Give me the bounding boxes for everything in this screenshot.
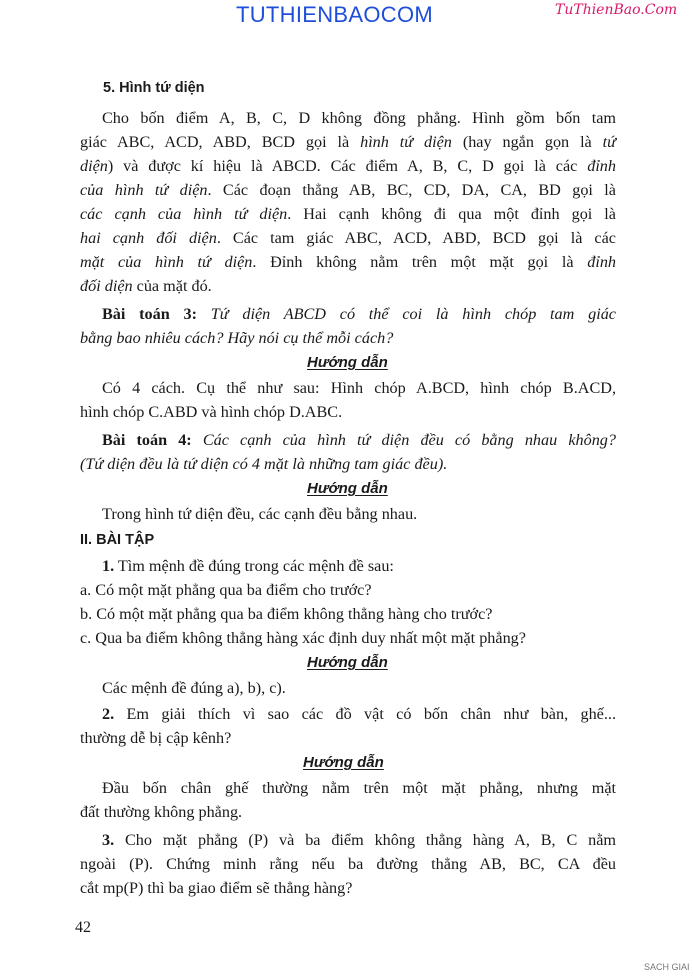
answer-line: hình chóp C.ABD và hình chóp D.ABC.: [80, 403, 343, 421]
site-logo: TuThienBao.Com: [555, 2, 678, 18]
exercise-3-line: 3. Cho mặt phẳng (P) và ba điểm không thẳng hàng A, B, C nằm: [102, 831, 616, 849]
answer-line: Có 4 cách. Cụ thể như sau: Hình chóp A.BCD, hình chóp B.ACD,: [102, 379, 616, 397]
exercises-title: II. BÀI TẬP: [80, 532, 155, 548]
exercise-3-line: ngoài (P). Chứng minh rằng nếu ba đường thẳng AB, BC, CA đều: [80, 855, 616, 873]
exercise-1-option: a. Có một mặt phẳng qua ba điểm cho trước?: [80, 581, 372, 599]
paragraph-line: giác ABC, ACD, ABD, BCD gọi là hình tứ diện (hay ngắn gọn là tứ: [80, 133, 616, 151]
paragraph-line: hai cạnh đối diện. Các tam giác ABC, ACD, ABD, BCD gọi là các: [80, 229, 616, 247]
section-title: 5. Hình tứ diện: [103, 80, 205, 96]
problem-3-line: bằng bao nhiêu cách? Hãy nói cụ thể mỗi cách?: [80, 329, 394, 347]
guide-heading: Hướng dẫn: [307, 354, 388, 371]
exercise-2-line: thường dễ bị cập kênh?: [80, 729, 232, 747]
paragraph-line: diện) và được kí hiệu là ABCD. Các điểm A, B, C, D gọi là các đỉnh: [80, 157, 616, 175]
answer-line: đất thường không phẳng.: [80, 803, 243, 821]
answer-line: Các mệnh đề đúng a), b), c).: [102, 679, 286, 697]
exercise-1-option: c. Qua ba điểm không thẳng hàng xác định duy nhất một mặt phẳng?: [80, 629, 526, 647]
problem-4-line: (Tứ diện đều là tứ diện có 4 mặt là những tam giác đều).: [80, 455, 448, 473]
answer-line: Đầu bốn chân ghế thường nằm trên một mặt phẳng, nhưng mặt: [102, 779, 616, 797]
answer-line: Trong hình tứ diện đều, các cạnh đều bằng nhau.: [102, 505, 418, 523]
paragraph-line: các cạnh của hình tứ diện. Hai cạnh không đi qua một đỉnh gọi là: [80, 205, 616, 223]
paragraph-line: của hình tứ diện. Các đoạn thẳng AB, BC, CD, DA, CA, BD gọi là: [80, 181, 616, 199]
exercise-3-line: cắt mp(P) thì ba giao điểm sẽ thẳng hàng?: [80, 879, 353, 897]
problem-3-line: Bài toán 3: Tứ diện ABCD có thể coi là hình chóp tam giác: [102, 305, 616, 323]
paragraph-line: mặt của hình tứ diện. Đỉnh không nằm trên một mặt gọi là đỉnh: [80, 253, 617, 271]
guide-heading: Hướng dẫn: [307, 654, 388, 671]
page-number: 42: [75, 919, 91, 936]
guide-heading: Hướng dẫn: [307, 480, 388, 497]
paragraph-line: Cho bốn điểm A, B, C, D không đồng phẳng. Hình gồm bốn tam: [102, 109, 616, 127]
guide-heading: Hướng dẫn: [303, 754, 384, 771]
exercise-1-line: 1. Tìm mệnh đề đúng trong các mệnh đề sau:: [102, 557, 394, 575]
exercise-1-option: b. Có một mặt phẳng qua ba điểm không thẳng hàng cho trước?: [80, 605, 493, 623]
problem-4-line: Bài toán 4: Các cạnh của hình tứ diện đều có bằng nhau không?: [102, 431, 616, 449]
paragraph-line: đối diện của mặt đó.: [80, 277, 212, 295]
watermark-stamp: SACH GIAI: [644, 962, 690, 972]
site-header-text: TUTHIENBAOCOM: [236, 2, 434, 27]
exercise-2-line: 2. Em giải thích vì sao các đồ vật có bốn chân như bàn, ghế...: [102, 705, 616, 723]
